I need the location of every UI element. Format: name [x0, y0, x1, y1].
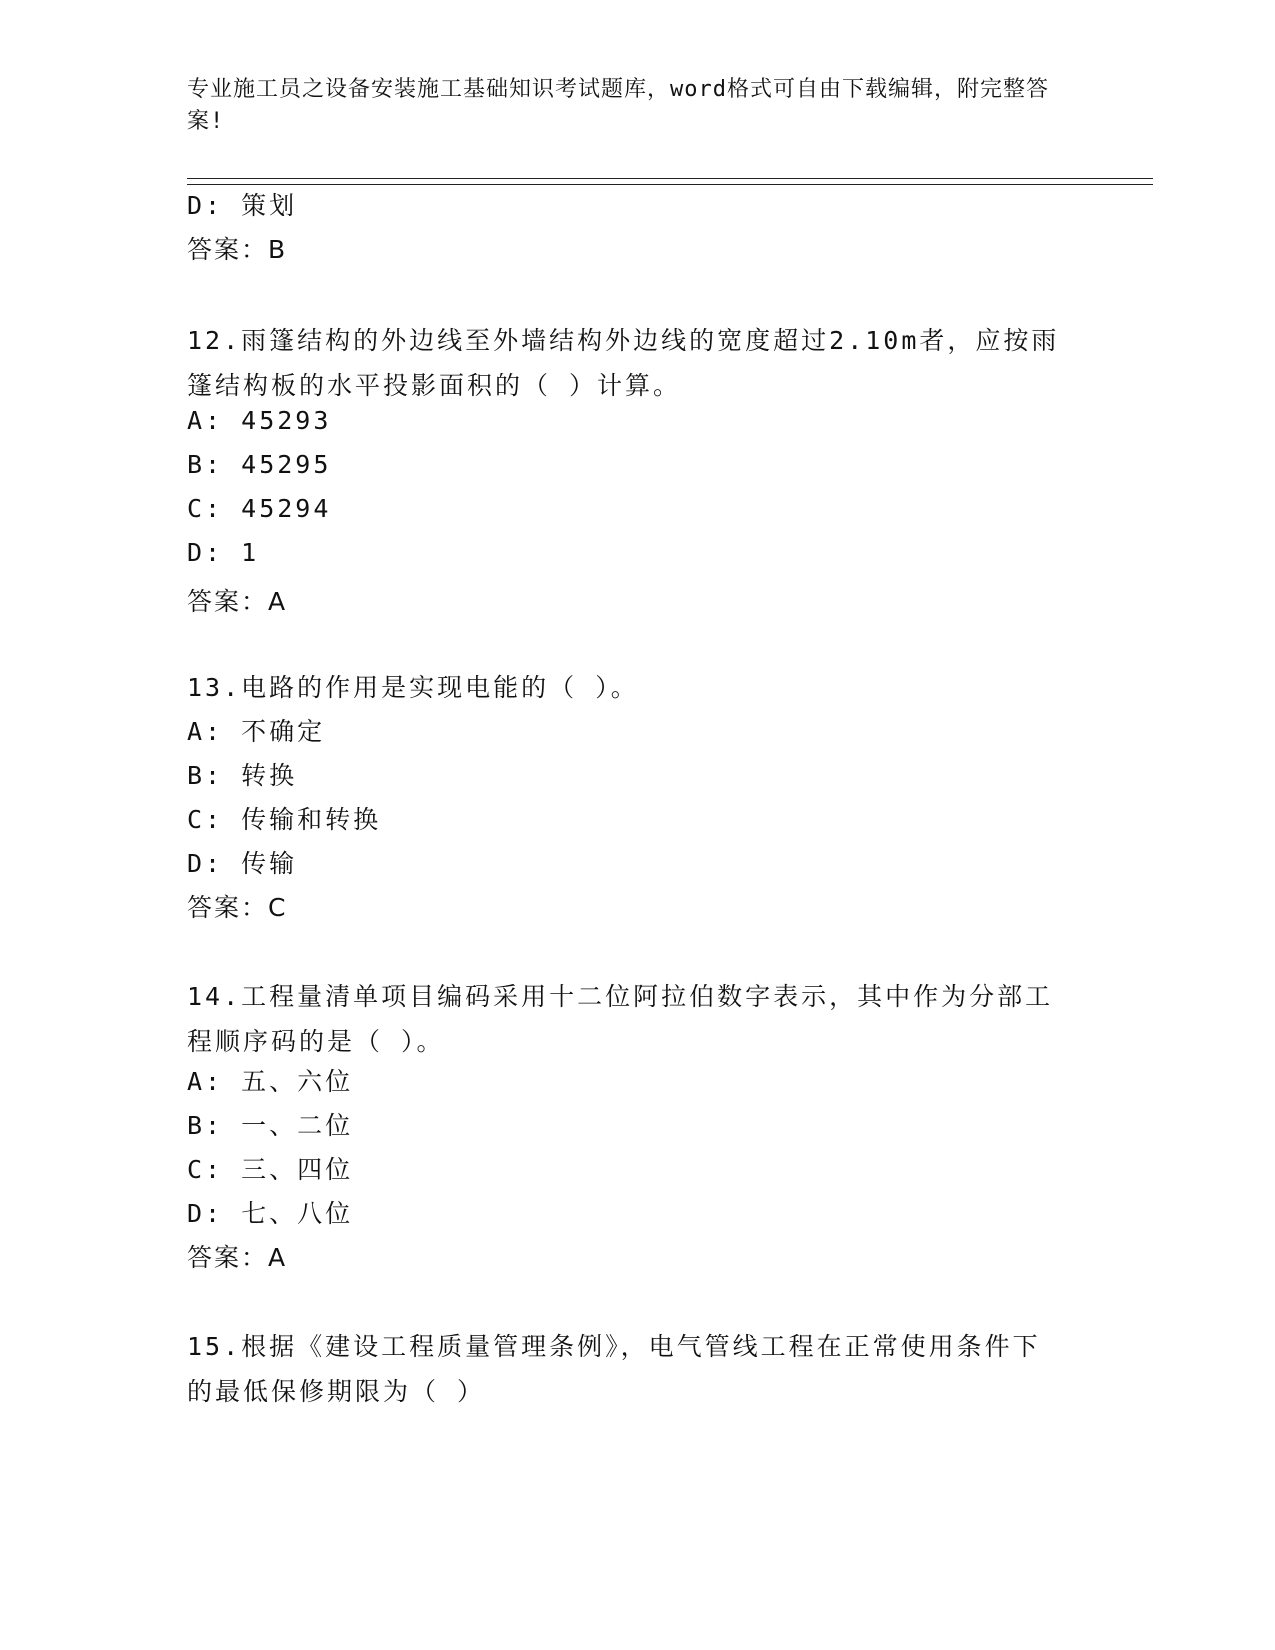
- q12-question: 12.雨篷结构的外边线至外墙结构外边线的宽度超过2.10m者，应按雨篷结构板的水平投影面积的（ ）计算。: [187, 326, 1060, 400]
- q12-option-b: B: 45295: [187, 450, 332, 479]
- q12-option-c: C: 45294: [187, 494, 332, 523]
- q13-answer: 答案：C: [187, 893, 288, 922]
- q14-option-a: A: 五、六位: [187, 1067, 354, 1096]
- q12-option-a: A: 45293: [187, 406, 332, 435]
- q13-option-a: A: 不确定: [187, 717, 326, 746]
- q13-option-d: D: 传输: [187, 849, 298, 878]
- q12-option-d: D: 1: [187, 538, 260, 567]
- q11-option-d: D: 策划: [187, 191, 298, 220]
- q14-option-d: D: 七、八位: [187, 1199, 354, 1228]
- q14-option-b: B: 一、二位: [187, 1111, 354, 1140]
- q14-option-c: C: 三、四位: [187, 1155, 354, 1184]
- q14-answer: 答案：A: [187, 1243, 288, 1272]
- q15-question: 15.根据《建设工程质量管理条例》，电气管线工程在正常使用条件下的最低保修期限为（ ）: [187, 1332, 1041, 1406]
- q12-answer: 答案：A: [187, 587, 288, 616]
- q11-answer: 答案：B: [187, 235, 288, 264]
- header-divider-bottom: [187, 184, 1153, 185]
- q13-question: 13.电路的作用是实现电能的（ ）。: [187, 673, 639, 702]
- q13-option-c: C: 传输和转换: [187, 805, 382, 834]
- q13-option-b: B: 转换: [187, 761, 298, 790]
- header-divider-top: [187, 178, 1153, 179]
- page-header: 专业施工员之设备安装施工基础知识考试题库，word格式可自由下载编辑，附完整答案!: [187, 77, 1049, 134]
- q14-question: 14.工程量清单项目编码采用十二位阿拉伯数字表示，其中作为分部工程顺序码的是（ ）。: [187, 982, 1054, 1056]
